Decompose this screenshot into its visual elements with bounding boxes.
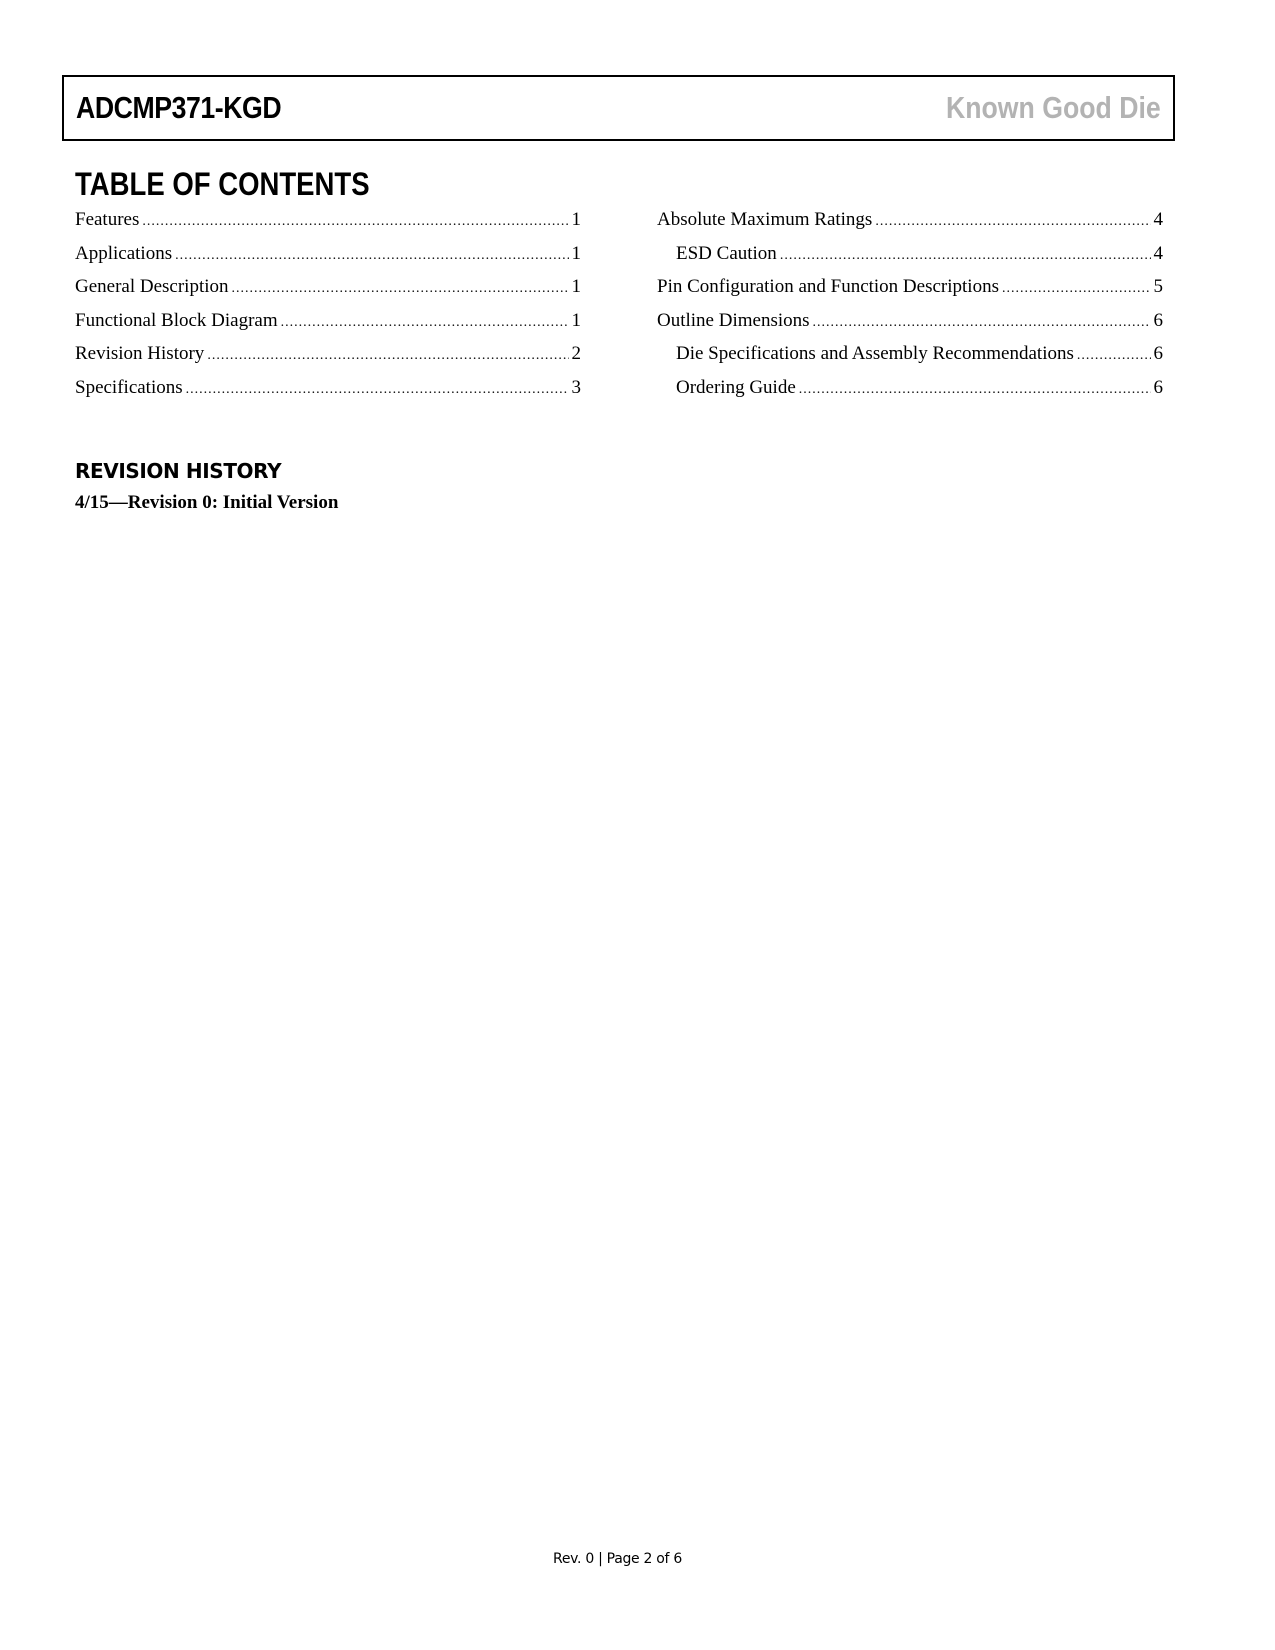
toc-leader-dots (207, 339, 568, 371)
toc-leader-dots (1002, 272, 1151, 304)
toc-entry-page: 6 (1153, 343, 1163, 365)
toc-entry-page: 5 (1153, 276, 1163, 298)
toc-entry-page: 1 (571, 309, 581, 331)
toc-entry-page: 4 (1153, 209, 1163, 230)
page-footer: Rev. 0 | Page 2 of 6 (553, 1551, 682, 1567)
toc-entry-die-specifications[interactable] (657, 337, 1163, 371)
toc-entry-applications[interactable] (75, 237, 581, 271)
document-header (62, 75, 1175, 141)
toc-entry-page: 1 (571, 209, 581, 230)
toc-entry-page: 6 (1153, 376, 1163, 398)
toc-leader-dots (1077, 339, 1151, 371)
toc-entry-label: Applications (75, 242, 173, 264)
toc-title: TABLE OF CONTENTS (75, 166, 370, 202)
toc-entry-outline-dimensions[interactable] (657, 304, 1163, 338)
document-type: Known Good Die (946, 90, 1161, 125)
toc-entry-label: Functional Block Diagram (75, 309, 278, 331)
toc-entry-page: 2 (571, 343, 581, 365)
toc-entry-page: 3 (571, 376, 581, 398)
toc-leader-dots (813, 306, 1151, 338)
toc-entry-label: Absolute Maximum Ratings (657, 209, 873, 230)
toc-right-column (657, 203, 1163, 405)
toc-leader-dots (232, 272, 569, 304)
toc-entry-page: 6 (1153, 309, 1163, 331)
toc-leader-dots (281, 306, 569, 338)
toc-entry-page: 1 (571, 242, 581, 264)
revision-history-entry: 4/15—Revision 0: Initial Version (75, 492, 339, 513)
toc-left-column (75, 203, 581, 405)
toc-entry-label: Revision History (75, 343, 205, 365)
toc-entry-pin-configuration[interactable] (657, 270, 1163, 304)
toc-entry-label: Features (75, 209, 140, 230)
toc-entry-label: Outline Dimensions (657, 309, 810, 331)
toc-entry-absolute-maximum-ratings[interactable] (657, 203, 1163, 237)
toc-entry-page: 4 (1153, 242, 1163, 264)
toc-entry-revision-history[interactable] (75, 337, 581, 371)
toc-entry-esd-caution[interactable] (657, 237, 1163, 271)
toc-leader-dots (142, 205, 568, 237)
toc-leader-dots (186, 373, 569, 405)
toc-entry-label: ESD Caution (676, 242, 777, 264)
toc-entry-functional-block-diagram[interactable] (75, 304, 581, 338)
toc-leader-dots (780, 239, 1151, 271)
part-number: ADCMP371-KGD (76, 90, 282, 125)
toc-entry-general-description[interactable] (75, 270, 581, 304)
toc-entry-features[interactable] (75, 203, 581, 237)
toc-entry-page: 1 (571, 276, 581, 298)
toc-entry-label: General Description (75, 276, 229, 298)
toc-leader-dots (799, 373, 1151, 405)
toc-entry-label: Pin Configuration and Function Descriptions (657, 276, 999, 298)
toc-entry-label: Ordering Guide (676, 376, 796, 398)
revision-history-title: REVISION HISTORY (75, 459, 282, 483)
toc-entry-label: Die Specifications and Assembly Recommendations (676, 343, 1074, 365)
toc-entry-ordering-guide[interactable] (657, 371, 1163, 405)
toc-leader-dots (175, 239, 568, 271)
toc-entry-label: Specifications (75, 376, 183, 398)
toc-entry-specifications[interactable] (75, 371, 581, 405)
toc-leader-dots (875, 205, 1150, 237)
